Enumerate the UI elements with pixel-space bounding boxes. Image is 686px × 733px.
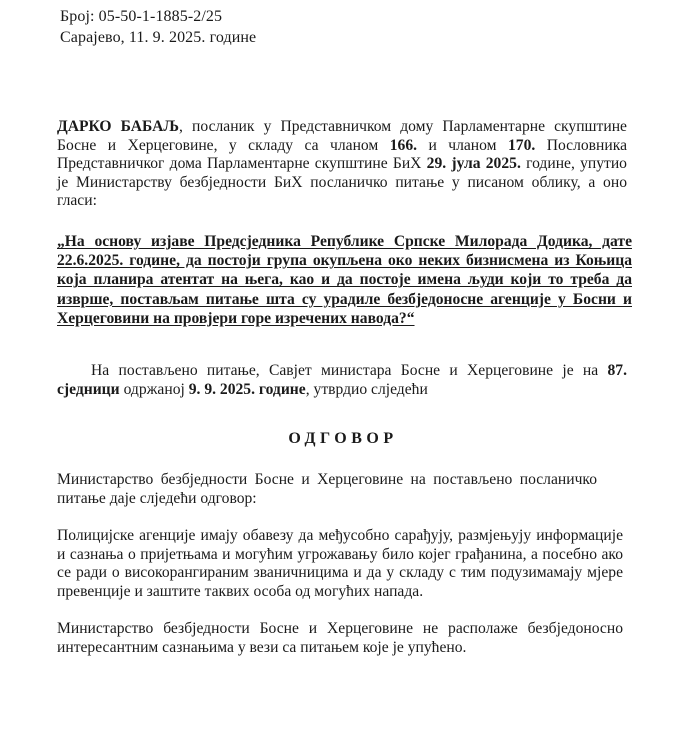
document-number: Број: 05-50-1-1885-2/25 (60, 8, 223, 25)
session-date: 9. 9. 2025. године (188, 380, 306, 398)
mp-name: ДАРКО БАБАЉ (57, 118, 180, 135)
intro-paragraph: ДАРКО БАБАЉ, посланик у Представничком дому Парламентарне скупштине Босне и Херцеговине, у складу са чланом 166. и чланом 170. Пословника Представничког дома Парламентарне скупштине БиХ 29. јула 2025. године, упутио је Министарству безбједности БиХ посланичко питање у писаном облику, а оно гласи: (57, 118, 627, 210)
question-date: 29. јула 2025. (426, 155, 521, 173)
document-place-date: Сарајево, 11. 9. 2025. године (60, 29, 257, 46)
answer-body: Полицијске агенције имају обавезу да међусобно сарађују, размјењују информације и сазнања о пријетњама и могућим угрожавању било којег грађанина, а посебно ако се ради о високорангираним званичницима и да у складу с тим подузимамају мјере превенције и заштите таквих особа од могућих напада. (57, 527, 623, 600)
answer-intro: Министарство безбједности Босне и Херцеговине на постављено посланичко питање даје слједећи одговор: (57, 471, 597, 507)
answer-conclusion: Министарство безбједности Босне и Херцеговине не располаже безбједоносно интересантним сазнањима у вези са питањем које је упућено. (57, 620, 623, 656)
session-number: 87. сједници (57, 362, 627, 398)
council-paragraph: На постављено питање, Савјет министара Босне и Херцеговине је на 87. сједници одржаној 9. 9. 2025. године, утврдио слједећи (57, 362, 627, 398)
answer-title: ОДГОВОР (288, 430, 398, 447)
parliamentary-question: „На основу изјаве Предсједника Републике Српске Милорада Додика, дате 22.6.2025. године, да постоји група окупљена око неких бизнисмена из Коњица која планира атентат на њега, као и да постоје имена људи који то треба да изврше, постављам питање шта су урадиле безбједоносне агенције у Босни и Херцеговини на провјери горе изречених навода?“ (57, 233, 632, 327)
